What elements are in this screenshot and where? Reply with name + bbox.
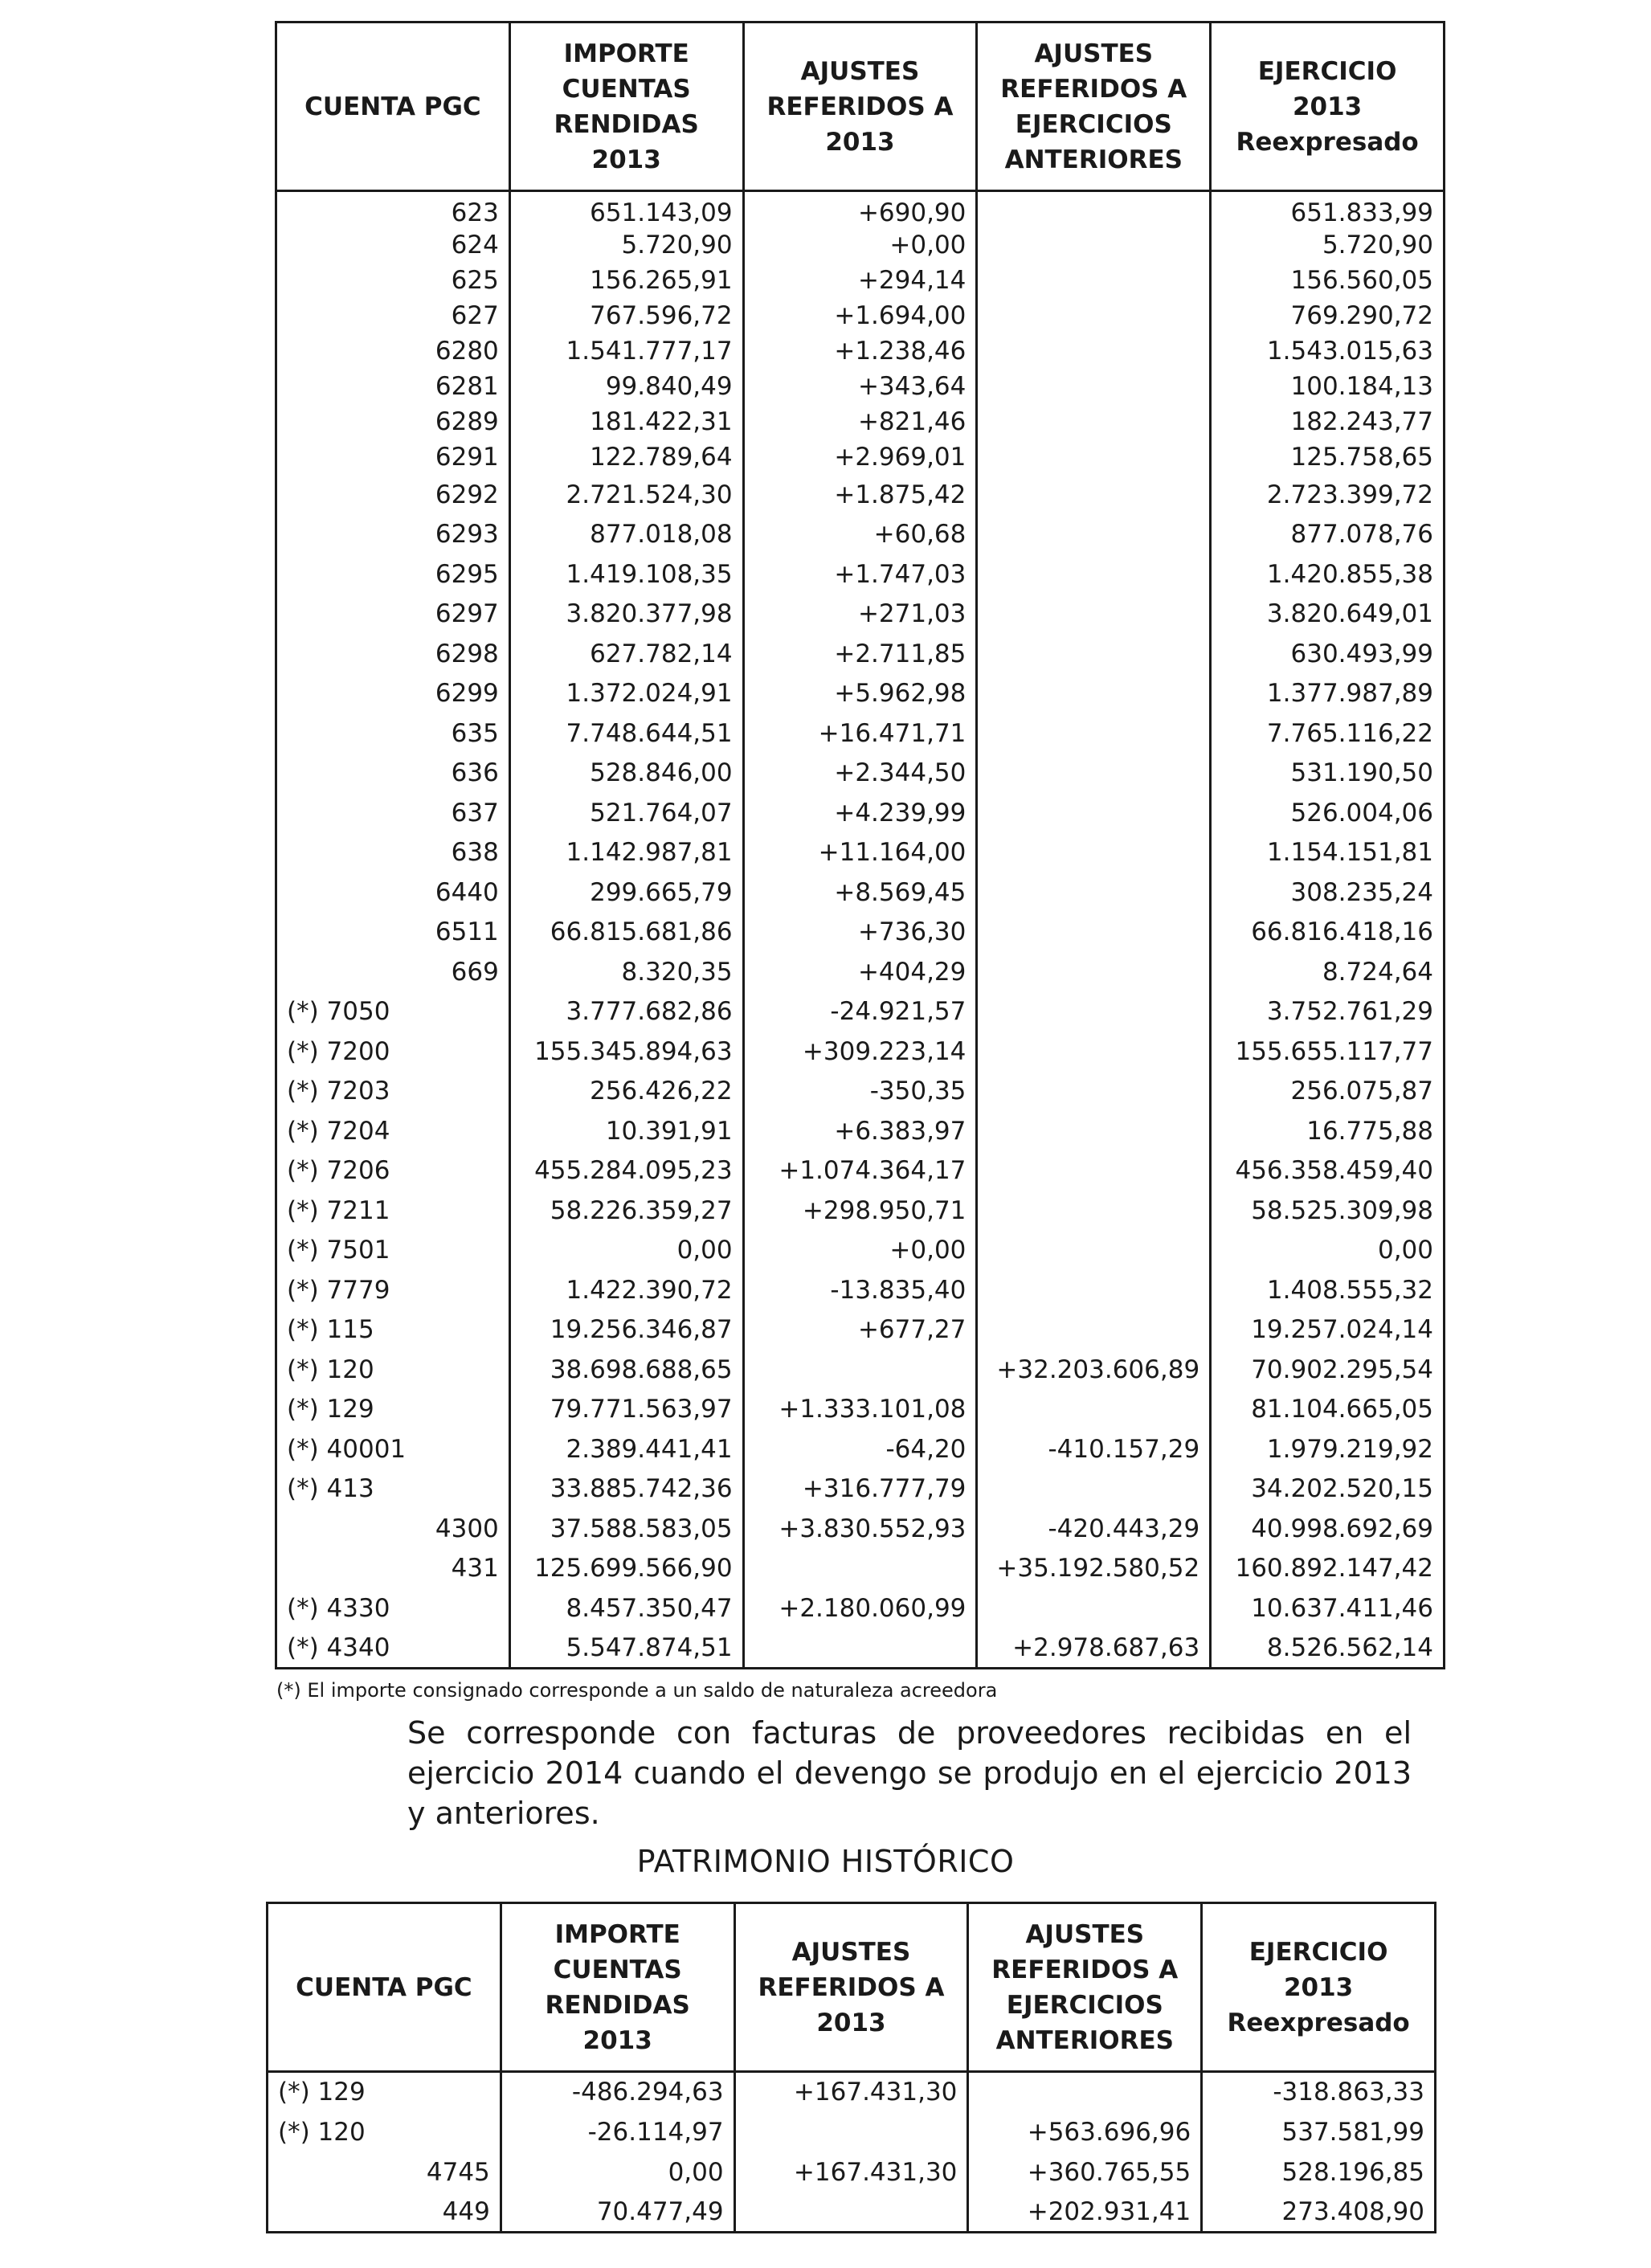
cell-ajustes-2013 bbox=[734, 2112, 968, 2152]
table-row bbox=[276, 227, 1445, 263]
cell-ajustes-anteriores: +32.203.606,89 bbox=[977, 1350, 1211, 1390]
cell-ajustes-2013 bbox=[743, 1628, 977, 1669]
cell-cuenta: (*) 7204 bbox=[276, 1111, 510, 1151]
cell-importe: 3.820.377,98 bbox=[509, 595, 743, 635]
cell-cuenta: 431 bbox=[276, 1549, 510, 1589]
table-row bbox=[276, 1270, 1445, 1310]
header-ejercicio-sub: Reexpresado bbox=[1227, 2008, 1410, 2037]
cell-cuenta: 6440 bbox=[276, 872, 510, 913]
table-row bbox=[276, 191, 1445, 228]
cell-ajustes-anteriores bbox=[977, 515, 1211, 555]
cell-cuenta: (*) 7206 bbox=[276, 1151, 510, 1191]
cell-cuenta: 635 bbox=[276, 713, 510, 754]
cell-ajustes-anteriores bbox=[977, 913, 1211, 953]
table-row bbox=[268, 2072, 1436, 2112]
cell-cuenta: (*) 4330 bbox=[276, 1588, 510, 1628]
header-ajustes-2013: AJUSTES REFERIDOS A 2013 bbox=[734, 1903, 968, 2072]
cell-ajustes-2013: +2.180.060,99 bbox=[743, 1588, 977, 1628]
cell-ejercicio: 34.202.520,15 bbox=[1211, 1469, 1445, 1510]
cell-ejercicio: 8.526.562,14 bbox=[1211, 1628, 1445, 1669]
cell-ejercicio: -318.863,33 bbox=[1202, 2072, 1436, 2112]
cell-ajustes-2013: +6.383,97 bbox=[743, 1111, 977, 1151]
cell-ejercicio: 769.290,72 bbox=[1211, 298, 1445, 333]
cell-ajustes-2013 bbox=[734, 2192, 968, 2233]
table-row bbox=[276, 1111, 1445, 1151]
cell-ajustes-anteriores bbox=[977, 1231, 1211, 1271]
table-body bbox=[268, 2072, 1436, 2233]
table-row bbox=[276, 1588, 1445, 1628]
table-row bbox=[276, 369, 1445, 404]
cell-importe: 10.391,91 bbox=[509, 1111, 743, 1151]
cell-cuenta: (*) 40001 bbox=[276, 1429, 510, 1469]
cell-ejercicio: 100.184,13 bbox=[1211, 369, 1445, 404]
header-importe: IMPORTE CUENTAS RENDIDAS 2013 bbox=[501, 1903, 734, 2072]
cell-ajustes-anteriores bbox=[977, 713, 1211, 754]
cell-ajustes-anteriores: +2.978.687,63 bbox=[977, 1628, 1211, 1669]
table-row bbox=[276, 1350, 1445, 1390]
cell-importe: 19.256.346,87 bbox=[509, 1310, 743, 1351]
cell-ajustes-anteriores bbox=[977, 872, 1211, 913]
table-row bbox=[276, 713, 1445, 754]
cell-importe: 70.477,49 bbox=[501, 2192, 734, 2233]
cell-cuenta: 6298 bbox=[276, 634, 510, 674]
cell-ejercicio: 1.154.151,81 bbox=[1211, 833, 1445, 873]
table-row bbox=[276, 1429, 1445, 1469]
cell-ajustes-2013: +3.830.552,93 bbox=[743, 1509, 977, 1549]
cell-ajustes-anteriores bbox=[977, 1111, 1211, 1151]
cell-ejercicio: 81.104.665,05 bbox=[1211, 1390, 1445, 1430]
cell-ejercicio: 526.004,06 bbox=[1211, 793, 1445, 833]
cell-ajustes-anteriores bbox=[977, 369, 1211, 404]
cell-ajustes-2013: +343,64 bbox=[743, 369, 977, 404]
cell-ajustes-anteriores bbox=[977, 634, 1211, 674]
cell-ajustes-2013: +1.747,03 bbox=[743, 554, 977, 595]
cell-importe: 1.422.390,72 bbox=[509, 1270, 743, 1310]
cell-cuenta: 6511 bbox=[276, 913, 510, 953]
cell-ajustes-anteriores: +563.696,96 bbox=[968, 2112, 1202, 2152]
cell-importe: 0,00 bbox=[501, 2152, 734, 2192]
cell-importe: 2.389.441,41 bbox=[509, 1429, 743, 1469]
cell-cuenta: (*) 7203 bbox=[276, 1072, 510, 1112]
cell-ejercicio: 16.775,88 bbox=[1211, 1111, 1445, 1151]
footnote: (*) El importe consignado corresponde a un saldo de naturaleza acreedora bbox=[276, 1679, 998, 1702]
header-ajustes-2013: AJUSTES REFERIDOS A 2013 bbox=[743, 22, 977, 191]
cell-ajustes-2013: +821,46 bbox=[743, 404, 977, 439]
table-row bbox=[276, 263, 1445, 298]
cell-importe: 33.885.742,36 bbox=[509, 1469, 743, 1510]
cell-ajustes-2013: +677,27 bbox=[743, 1310, 977, 1351]
header-ajustes-anteriores: AJUSTES REFERIDOS A EJERCICIOS ANTERIORES bbox=[977, 22, 1211, 191]
table-row bbox=[276, 913, 1445, 953]
cell-ajustes-2013: +5.962,98 bbox=[743, 674, 977, 714]
cell-ejercicio: 66.816.418,16 bbox=[1211, 913, 1445, 953]
cell-ajustes-anteriores bbox=[977, 793, 1211, 833]
cell-ajustes-2013: +8.569,45 bbox=[743, 872, 977, 913]
cell-cuenta: 636 bbox=[276, 754, 510, 794]
cell-cuenta: 6295 bbox=[276, 554, 510, 595]
cell-ajustes-anteriores bbox=[977, 298, 1211, 333]
cell-ajustes-anteriores bbox=[977, 754, 1211, 794]
cell-ejercicio: 1.543.015,63 bbox=[1211, 333, 1445, 369]
table-row bbox=[268, 2152, 1436, 2192]
cell-ejercicio: 528.196,85 bbox=[1202, 2152, 1436, 2192]
cell-importe: 256.426,22 bbox=[509, 1072, 743, 1112]
cell-ejercicio: 308.235,24 bbox=[1211, 872, 1445, 913]
cell-ejercicio: 877.078,76 bbox=[1211, 515, 1445, 555]
cell-cuenta: 624 bbox=[276, 227, 510, 263]
cell-ajustes-2013: +167.431,30 bbox=[734, 2072, 968, 2112]
cell-importe: 181.422,31 bbox=[509, 404, 743, 439]
cell-ajustes-anteriores bbox=[977, 1310, 1211, 1351]
table-row bbox=[276, 1072, 1445, 1112]
cell-cuenta: 6291 bbox=[276, 439, 510, 475]
cell-cuenta: (*) 115 bbox=[276, 1310, 510, 1351]
cell-ejercicio: 630.493,99 bbox=[1211, 634, 1445, 674]
header-importe: IMPORTE CUENTAS RENDIDAS 2013 bbox=[509, 22, 743, 191]
cell-ejercicio: 3.820.649,01 bbox=[1211, 595, 1445, 635]
cell-ejercicio: 7.765.116,22 bbox=[1211, 713, 1445, 754]
cell-ajustes-2013: +404,29 bbox=[743, 952, 977, 992]
table-row bbox=[276, 1191, 1445, 1231]
table-row bbox=[276, 404, 1445, 439]
header-ajustes-anteriores: AJUSTES REFERIDOS A EJERCICIOS ANTERIORES bbox=[968, 1903, 1202, 2072]
cell-ajustes-2013: -350,35 bbox=[743, 1072, 977, 1112]
table-row bbox=[276, 333, 1445, 369]
cell-importe: 299.665,79 bbox=[509, 872, 743, 913]
cell-ajustes-2013: +2.969,01 bbox=[743, 439, 977, 475]
cell-ajustes-anteriores bbox=[977, 833, 1211, 873]
cell-ajustes-anteriores bbox=[977, 1588, 1211, 1628]
cell-ajustes-2013: +11.164,00 bbox=[743, 833, 977, 873]
table-row bbox=[276, 833, 1445, 873]
cell-importe: 8.320,35 bbox=[509, 952, 743, 992]
cell-cuenta: (*) 4340 bbox=[276, 1628, 510, 1669]
header-cuenta: CUENTA PGC bbox=[276, 22, 510, 191]
header-ejercicio bbox=[1202, 1903, 1436, 2072]
table-row bbox=[276, 1231, 1445, 1271]
cell-ajustes-anteriores bbox=[977, 191, 1211, 228]
cell-cuenta: 6281 bbox=[276, 369, 510, 404]
cell-importe: 66.815.681,86 bbox=[509, 913, 743, 953]
cell-cuenta: 6293 bbox=[276, 515, 510, 555]
section-title-patrimonio: PATRIMONIO HISTÓRICO bbox=[636, 1844, 1015, 1879]
cell-ajustes-anteriores bbox=[977, 404, 1211, 439]
cell-cuenta: 6299 bbox=[276, 674, 510, 714]
cell-cuenta: 6297 bbox=[276, 595, 510, 635]
cell-ajustes-2013: +736,30 bbox=[743, 913, 977, 953]
cell-importe: 1.142.987,81 bbox=[509, 833, 743, 873]
cell-importe: 5.547.874,51 bbox=[509, 1628, 743, 1669]
table-header-row bbox=[276, 22, 1445, 191]
cell-ajustes-anteriores: -410.157,29 bbox=[977, 1429, 1211, 1469]
cell-ajustes-anteriores bbox=[977, 1469, 1211, 1510]
cell-ajustes-2013: +316.777,79 bbox=[743, 1469, 977, 1510]
cell-ajustes-anteriores bbox=[977, 439, 1211, 475]
cell-cuenta: 6292 bbox=[276, 475, 510, 515]
cell-ejercicio: 125.758,65 bbox=[1211, 439, 1445, 475]
cell-importe: 38.698.688,65 bbox=[509, 1350, 743, 1390]
cell-ajustes-anteriores: -420.443,29 bbox=[977, 1509, 1211, 1549]
cell-ajustes-anteriores bbox=[977, 475, 1211, 515]
cell-importe: 521.764,07 bbox=[509, 793, 743, 833]
explanatory-paragraph: Se corresponde con facturas de proveedores recibidas en el ejercicio 2014 cuando el devengo se produjo en el ejercicio 2013 y anteriores. bbox=[407, 1715, 1412, 1831]
cell-cuenta: (*) 413 bbox=[276, 1469, 510, 1510]
table-row bbox=[276, 1151, 1445, 1191]
cell-ejercicio: 3.752.761,29 bbox=[1211, 992, 1445, 1032]
cell-ajustes-anteriores bbox=[977, 263, 1211, 298]
cell-ajustes-anteriores bbox=[977, 992, 1211, 1032]
cell-ejercicio: 531.190,50 bbox=[1211, 754, 1445, 794]
table-row bbox=[276, 1509, 1445, 1549]
cell-importe: 767.596,72 bbox=[509, 298, 743, 333]
header-ejercicio-title: EJERCICIO 2013 bbox=[1248, 1937, 1388, 2002]
cell-cuenta: 638 bbox=[276, 833, 510, 873]
header-ejercicio-title: EJERCICIO 2013 bbox=[1257, 56, 1397, 121]
cell-importe: -486.294,63 bbox=[501, 2072, 734, 2112]
cell-ejercicio: 1.377.987,89 bbox=[1211, 674, 1445, 714]
cell-cuenta: (*) 129 bbox=[268, 2072, 501, 2112]
cell-importe: 122.789,64 bbox=[509, 439, 743, 475]
cell-cuenta: 625 bbox=[276, 263, 510, 298]
cell-ajustes-2013: +298.950,71 bbox=[743, 1191, 977, 1231]
cell-importe: -26.114,97 bbox=[501, 2112, 734, 2152]
cell-ajustes-2013: +2.711,85 bbox=[743, 634, 977, 674]
table-row bbox=[276, 1310, 1445, 1351]
table-row bbox=[276, 1469, 1445, 1510]
cell-cuenta: 4745 bbox=[268, 2152, 501, 2192]
cell-importe: 455.284.095,23 bbox=[509, 1151, 743, 1191]
cell-importe: 651.143,09 bbox=[509, 191, 743, 228]
cell-ajustes-anteriores bbox=[977, 1151, 1211, 1191]
cell-ajustes-anteriores bbox=[977, 1032, 1211, 1072]
cell-ajustes-anteriores: +202.931,41 bbox=[968, 2192, 1202, 2233]
cell-ajustes-anteriores: +360.765,55 bbox=[968, 2152, 1202, 2192]
cell-importe: 1.541.777,17 bbox=[509, 333, 743, 369]
cell-cuenta: 4300 bbox=[276, 1509, 510, 1549]
cell-ajustes-2013: +294,14 bbox=[743, 263, 977, 298]
table-header-row bbox=[268, 1903, 1436, 2072]
cell-ajustes-anteriores bbox=[977, 554, 1211, 595]
cell-ejercicio: 5.720,90 bbox=[1211, 227, 1445, 263]
cell-ejercicio: 273.408,90 bbox=[1202, 2192, 1436, 2233]
cell-ajustes-2013: +0,00 bbox=[743, 1231, 977, 1271]
cell-cuenta: (*) 7211 bbox=[276, 1191, 510, 1231]
cell-ajustes-2013: +1.238,46 bbox=[743, 333, 977, 369]
cell-ejercicio: 456.358.459,40 bbox=[1211, 1151, 1445, 1191]
cell-ejercicio: 2.723.399,72 bbox=[1211, 475, 1445, 515]
cell-ajustes-2013: +1.333.101,08 bbox=[743, 1390, 977, 1430]
table-row bbox=[276, 1032, 1445, 1072]
header-ejercicio bbox=[1211, 22, 1445, 191]
cell-ajustes-2013: -64,20 bbox=[743, 1429, 977, 1469]
table-row bbox=[276, 793, 1445, 833]
cell-importe: 79.771.563,97 bbox=[509, 1390, 743, 1430]
cell-cuenta: (*) 7200 bbox=[276, 1032, 510, 1072]
cell-cuenta: (*) 129 bbox=[276, 1390, 510, 1430]
table-row bbox=[276, 674, 1445, 714]
cell-ejercicio: 156.560,05 bbox=[1211, 263, 1445, 298]
cell-ajustes-anteriores bbox=[977, 333, 1211, 369]
cell-ajustes-anteriores bbox=[977, 1390, 1211, 1430]
cell-ejercicio: 19.257.024,14 bbox=[1211, 1310, 1445, 1351]
cell-importe: 125.699.566,90 bbox=[509, 1549, 743, 1589]
cell-ajustes-2013 bbox=[743, 1549, 977, 1589]
cell-importe: 58.226.359,27 bbox=[509, 1191, 743, 1231]
table-row bbox=[276, 754, 1445, 794]
cell-ajustes-anteriores bbox=[977, 674, 1211, 714]
table-row bbox=[276, 554, 1445, 595]
cell-ajustes-2013: +16.471,71 bbox=[743, 713, 977, 754]
cell-cuenta: 6289 bbox=[276, 404, 510, 439]
header-cuenta: CUENTA PGC bbox=[268, 1903, 501, 2072]
table-gastos-ingresos bbox=[275, 21, 1445, 1669]
table-row bbox=[276, 515, 1445, 555]
cell-ajustes-anteriores bbox=[977, 595, 1211, 635]
table-row bbox=[276, 952, 1445, 992]
cell-ejercicio: 0,00 bbox=[1211, 1231, 1445, 1271]
cell-ajustes-2013: +1.074.364,17 bbox=[743, 1151, 977, 1191]
cell-ajustes-anteriores bbox=[977, 952, 1211, 992]
header-ejercicio-sub: Reexpresado bbox=[1236, 127, 1419, 157]
cell-importe: 627.782,14 bbox=[509, 634, 743, 674]
cell-ejercicio: 155.655.117,77 bbox=[1211, 1032, 1445, 1072]
cell-importe: 37.588.583,05 bbox=[509, 1509, 743, 1549]
cell-importe: 2.721.524,30 bbox=[509, 475, 743, 515]
cell-importe: 8.457.350,47 bbox=[509, 1588, 743, 1628]
cell-cuenta: 6280 bbox=[276, 333, 510, 369]
cell-cuenta: (*) 7501 bbox=[276, 1231, 510, 1271]
cell-ajustes-2013: +690,90 bbox=[743, 191, 977, 228]
cell-ejercicio: 58.525.309,98 bbox=[1211, 1191, 1445, 1231]
cell-ajustes-2013: +1.694,00 bbox=[743, 298, 977, 333]
table-patrimonio-historico bbox=[266, 1902, 1436, 2233]
cell-ajustes-anteriores bbox=[968, 2072, 1202, 2112]
cell-ejercicio: 256.075,87 bbox=[1211, 1072, 1445, 1112]
cell-ajustes-2013: +60,68 bbox=[743, 515, 977, 555]
cell-ejercicio: 1.420.855,38 bbox=[1211, 554, 1445, 595]
table-row bbox=[276, 1549, 1445, 1589]
cell-importe: 1.419.108,35 bbox=[509, 554, 743, 595]
cell-cuenta: (*) 7050 bbox=[276, 992, 510, 1032]
table-row bbox=[276, 1628, 1445, 1669]
cell-ejercicio: 537.581,99 bbox=[1202, 2112, 1436, 2152]
cell-importe: 7.748.644,51 bbox=[509, 713, 743, 754]
cell-ejercicio: 1.979.219,92 bbox=[1211, 1429, 1445, 1469]
cell-ejercicio: 1.408.555,32 bbox=[1211, 1270, 1445, 1310]
cell-ajustes-2013: +4.239,99 bbox=[743, 793, 977, 833]
cell-importe: 156.265,91 bbox=[509, 263, 743, 298]
cell-ajustes-2013: -24.921,57 bbox=[743, 992, 977, 1032]
cell-ajustes-2013: +2.344,50 bbox=[743, 754, 977, 794]
table-body bbox=[276, 191, 1445, 1669]
cell-ajustes-anteriores: +35.192.580,52 bbox=[977, 1549, 1211, 1589]
cell-ajustes-anteriores bbox=[977, 1072, 1211, 1112]
table-row bbox=[276, 872, 1445, 913]
cell-ajustes-2013: +1.875,42 bbox=[743, 475, 977, 515]
cell-cuenta: 627 bbox=[276, 298, 510, 333]
cell-ejercicio: 70.902.295,54 bbox=[1211, 1350, 1445, 1390]
cell-importe: 528.846,00 bbox=[509, 754, 743, 794]
table-row bbox=[276, 439, 1445, 475]
cell-cuenta: (*) 120 bbox=[268, 2112, 501, 2152]
cell-ajustes-2013: +167.431,30 bbox=[734, 2152, 968, 2192]
cell-ajustes-anteriores bbox=[977, 227, 1211, 263]
cell-importe: 155.345.894,63 bbox=[509, 1032, 743, 1072]
table-row bbox=[276, 475, 1445, 515]
cell-ejercicio: 182.243,77 bbox=[1211, 404, 1445, 439]
cell-cuenta: 623 bbox=[276, 191, 510, 228]
cell-ejercicio: 651.833,99 bbox=[1211, 191, 1445, 228]
cell-ajustes-anteriores bbox=[977, 1270, 1211, 1310]
cell-cuenta: 669 bbox=[276, 952, 510, 992]
cell-cuenta: 637 bbox=[276, 793, 510, 833]
table-row bbox=[276, 298, 1445, 333]
table-row bbox=[276, 992, 1445, 1032]
cell-ajustes-2013: +271,03 bbox=[743, 595, 977, 635]
cell-importe: 99.840,49 bbox=[509, 369, 743, 404]
cell-cuenta: (*) 7779 bbox=[276, 1270, 510, 1310]
cell-ejercicio: 40.998.692,69 bbox=[1211, 1509, 1445, 1549]
cell-cuenta: (*) 120 bbox=[276, 1350, 510, 1390]
cell-importe: 0,00 bbox=[509, 1231, 743, 1271]
table-row bbox=[268, 2112, 1436, 2152]
cell-importe: 5.720,90 bbox=[509, 227, 743, 263]
cell-ajustes-2013: -13.835,40 bbox=[743, 1270, 977, 1310]
cell-ajustes-2013: +0,00 bbox=[743, 227, 977, 263]
cell-ejercicio: 160.892.147,42 bbox=[1211, 1549, 1445, 1589]
table-row bbox=[276, 595, 1445, 635]
cell-ejercicio: 8.724,64 bbox=[1211, 952, 1445, 992]
cell-importe: 1.372.024,91 bbox=[509, 674, 743, 714]
table-row bbox=[276, 1390, 1445, 1430]
cell-ajustes-2013 bbox=[743, 1350, 977, 1390]
cell-ejercicio: 10.637.411,46 bbox=[1211, 1588, 1445, 1628]
table-row bbox=[268, 2192, 1436, 2233]
cell-ajustes-anteriores bbox=[977, 1191, 1211, 1231]
table-row bbox=[276, 634, 1445, 674]
cell-ajustes-2013: +309.223,14 bbox=[743, 1032, 977, 1072]
cell-importe: 877.018,08 bbox=[509, 515, 743, 555]
cell-importe: 3.777.682,86 bbox=[509, 992, 743, 1032]
cell-cuenta: 449 bbox=[268, 2192, 501, 2233]
